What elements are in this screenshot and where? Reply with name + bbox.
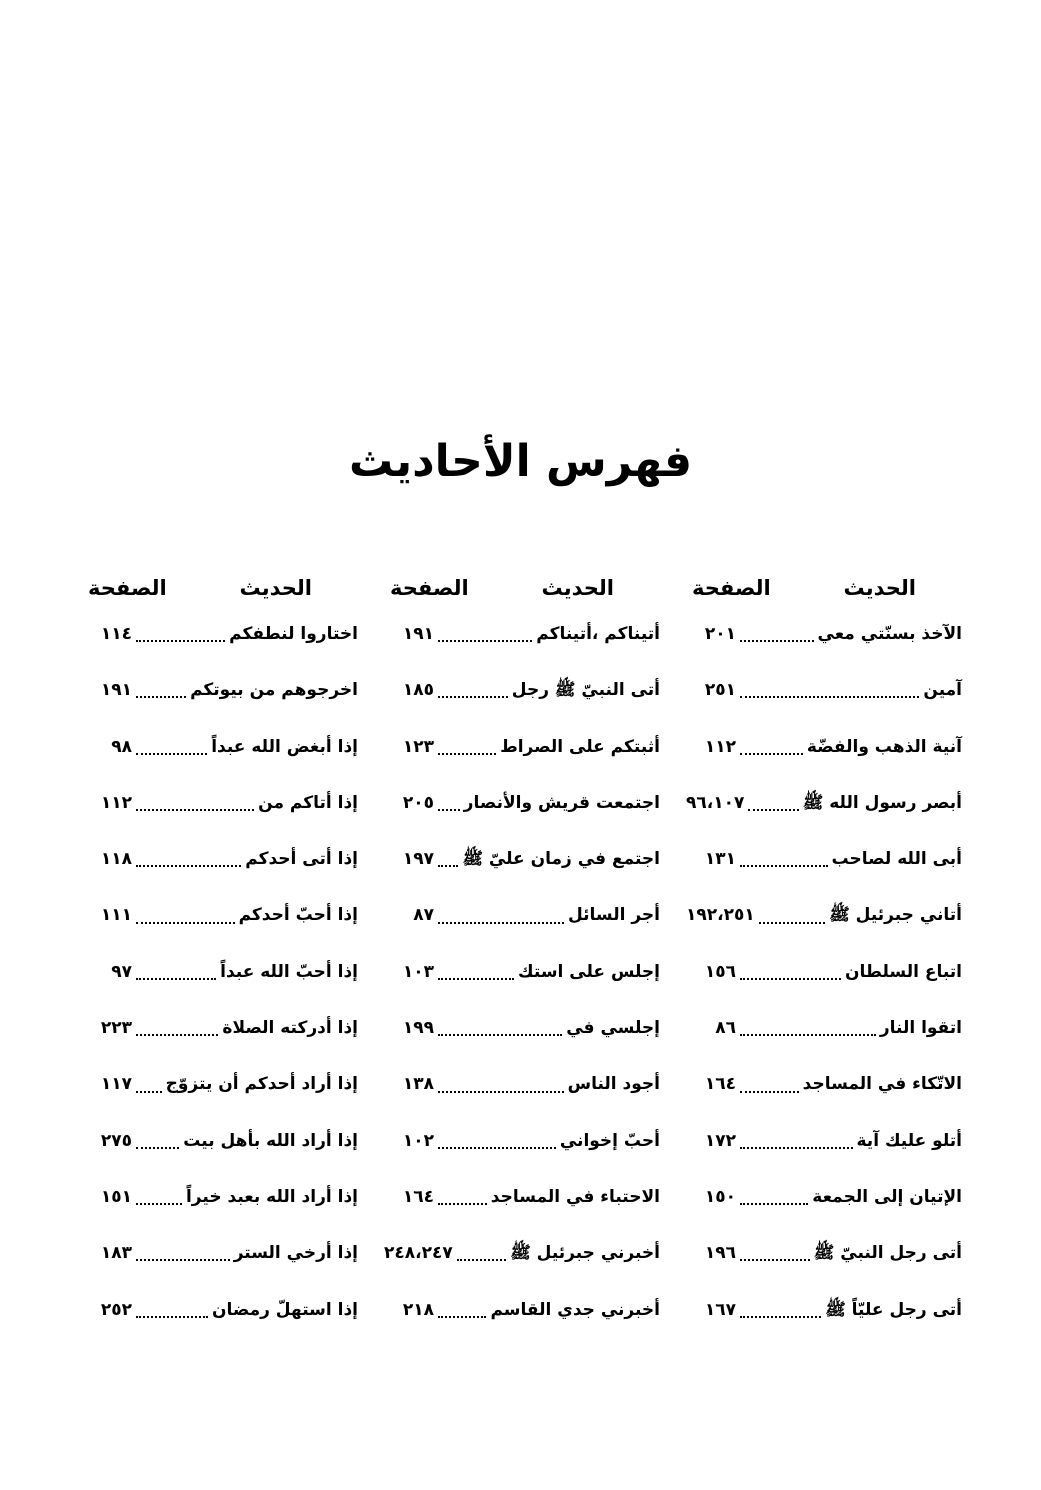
page-number: ٨٦ (715, 1018, 736, 1039)
hadith-text: أخبرني جبرئيل ﷺ (510, 1243, 660, 1264)
dot-leader (136, 1316, 208, 1318)
hadith-text: أجر السائل (567, 905, 660, 926)
index-entry (82, 944, 358, 1000)
page-number: ١٩٢،٢٥١ (686, 905, 755, 926)
page-number: ١٥٦ (704, 961, 736, 982)
dot-leader (438, 640, 532, 642)
dot-leader (740, 1034, 876, 1036)
page-number: ١٩٦ (704, 1243, 736, 1264)
hadith-text: أبى الله لصاحب (831, 849, 962, 870)
hadith-text: إجلس على استك (518, 961, 660, 982)
index-entry (82, 1225, 358, 1281)
page-number: ٢٢٣ (100, 1018, 132, 1039)
page-number: ١٩٩ (402, 1018, 434, 1039)
index-entry (686, 831, 962, 887)
dot-leader (438, 1203, 487, 1205)
page-number: ١١٢ (100, 792, 132, 813)
dot-leader (438, 1091, 564, 1093)
hadith-text: اختاروا لنطفكم (229, 624, 358, 644)
dot-leader (438, 922, 564, 924)
dot-leader (759, 922, 825, 924)
index-entry (686, 887, 962, 943)
page-number: ٩٧ (111, 961, 132, 982)
dot-leader (136, 978, 216, 980)
index-entry (82, 1169, 358, 1225)
dot-leader (740, 1316, 821, 1318)
hadith-index (82, 570, 962, 1338)
dot-leader (438, 1034, 562, 1036)
hadith-text: أجود الناس (567, 1074, 660, 1095)
dot-leader (740, 1259, 810, 1261)
dot-leader (438, 865, 458, 867)
index-entry (686, 1225, 962, 1281)
page-number: ١٥١ (100, 1186, 132, 1207)
index-entry (384, 775, 660, 831)
index-entry (82, 887, 358, 943)
index-entry (82, 662, 358, 718)
hadith-text: أخبرني جدي القاسم (490, 1299, 660, 1320)
index-column-1 (686, 570, 962, 1338)
page-number: ١٣١ (704, 849, 736, 870)
hadith-text: الاحتباء في المساجد (490, 1186, 660, 1207)
page-number: ١٨٥ (402, 680, 434, 701)
hadith-text: أتاني جبرئيل ﷺ (829, 905, 962, 926)
page-number: ٩٦،١٠٧ (686, 792, 745, 813)
index-entry (686, 1282, 962, 1338)
header-hadith: الحديث (541, 576, 614, 600)
index-entry (384, 887, 660, 943)
dot-leader (438, 1147, 556, 1149)
page-number: ١٣٨ (402, 1074, 434, 1095)
hadith-text: اجتمع في زمان عليّ ﷺ (462, 849, 660, 870)
index-column-2 (384, 570, 660, 1338)
index-entry (384, 1169, 660, 1225)
index-entry (82, 1000, 358, 1056)
page-number: ٢٥١ (704, 680, 736, 701)
page-number: ١٧٢ (704, 1130, 736, 1151)
index-entry (82, 719, 358, 775)
index-entry (686, 662, 962, 718)
dot-leader (457, 1259, 506, 1261)
index-entry (384, 831, 660, 887)
dot-leader (438, 1316, 486, 1318)
page-number: ١١٧ (100, 1074, 132, 1095)
page-number: ٨٧ (413, 905, 434, 926)
page-number: ١٢٣ (402, 736, 434, 757)
page-number: ١٩٧ (402, 849, 434, 870)
page-number: ١٠٣ (402, 961, 434, 982)
hadith-text: اجتمعت قريش والأنصار (463, 792, 660, 813)
index-entry (384, 606, 660, 662)
page-number: ٢٠١ (704, 624, 736, 644)
hadith-text: أتى رجل عليّاً ﷺ (825, 1299, 962, 1320)
page-number: ٢٧٥ (100, 1130, 132, 1151)
dot-leader (740, 978, 841, 980)
dot-leader (136, 865, 241, 867)
index-entry (686, 1169, 962, 1225)
dot-leader (136, 1091, 162, 1093)
hadith-text: أثبتكم على الصراط (500, 736, 660, 757)
hadith-text: آمين (923, 680, 962, 701)
hadith-text: إذا أحبّ الله عبداً (220, 961, 358, 982)
index-entry (384, 1282, 660, 1338)
dot-leader (740, 753, 803, 755)
index-entry (686, 1113, 962, 1169)
page-title: فهرس الأحاديث (348, 436, 693, 487)
page-number: ٢٠٥ (402, 792, 434, 813)
page-number: ١٦٧ (704, 1299, 736, 1320)
page-number: ١٦٤ (704, 1074, 736, 1095)
page-number: ٢٥٢ (100, 1299, 132, 1320)
column-header (686, 570, 962, 606)
hadith-text: إذا أتى أحدكم (245, 849, 358, 870)
dot-leader (740, 696, 919, 698)
hadith-text: الاتّكاء في المساجد (802, 1074, 962, 1095)
index-entry (384, 1056, 660, 1112)
hadith-text: إذا أراد أحدكم أن يتزوّج (165, 1074, 358, 1095)
dot-leader (136, 1034, 218, 1036)
hadith-text: أتلو عليك آية (856, 1130, 962, 1151)
hadith-text: أتى رجل النبيّ ﷺ (813, 1243, 962, 1264)
page-number: ٩٨ (111, 736, 132, 757)
hadith-text: إذا أبغض الله عبداً (211, 736, 358, 757)
dot-leader (136, 922, 235, 924)
index-column-3 (82, 570, 358, 1338)
hadith-text: إجلسي في (566, 1018, 660, 1039)
dot-leader (740, 1147, 853, 1149)
page-number: ١٩١ (100, 680, 132, 701)
index-entry (82, 1056, 358, 1112)
column-header (384, 570, 660, 606)
dot-leader (136, 1259, 230, 1261)
page-number: ١١١ (100, 905, 132, 926)
dot-leader (136, 640, 225, 642)
hadith-text: إذا استهلّ رمضان (211, 1299, 358, 1320)
header-hadith: الحديث (843, 576, 916, 600)
page-number: ١١٨ (100, 849, 132, 870)
header-hadith: الحديث (239, 576, 312, 600)
dot-leader (740, 640, 814, 642)
dot-leader (740, 865, 828, 867)
page-number: ١١٤ (100, 624, 132, 644)
page-number: ١٠٢ (402, 1130, 434, 1151)
index-entry (686, 606, 962, 662)
index-entry (384, 1225, 660, 1281)
hadith-text: اخرجوهم من بيوتكم (190, 680, 358, 701)
index-entry (82, 1113, 358, 1169)
dot-leader (740, 1091, 799, 1093)
index-entry (384, 1113, 660, 1169)
header-page: الصفحة (390, 576, 469, 600)
index-entry (686, 1056, 962, 1112)
page-number: ٢٤٨،٢٤٧ (384, 1243, 453, 1264)
hadith-text: أتى النبيّ ﷺ رجل (511, 680, 660, 701)
dot-leader (136, 753, 207, 755)
dot-leader (136, 1203, 182, 1205)
hadith-text: اتباع السلطان (845, 961, 962, 982)
dot-leader (438, 753, 496, 755)
index-entry (384, 944, 660, 1000)
index-entry (384, 719, 660, 775)
hadith-text: إذا أدركته الصلاة (222, 1018, 358, 1039)
column-header (82, 570, 358, 606)
index-entry (82, 1282, 358, 1338)
dot-leader (136, 696, 186, 698)
dot-leader (438, 696, 508, 698)
index-entry (82, 606, 358, 662)
hadith-text: إذا أتاكم من (258, 792, 358, 813)
index-entry (686, 1000, 962, 1056)
hadith-text: إذا أحبّ أحدكم (238, 905, 358, 926)
index-entry (686, 775, 962, 831)
hadith-text: أحبّ إخواني (559, 1130, 660, 1151)
index-entry (384, 662, 660, 718)
dot-leader (136, 809, 254, 811)
hadith-text: الآخذ بسنّتي معي (817, 624, 962, 644)
index-entry (686, 719, 962, 775)
hadith-text: أتيناكم ،أتيناكم (536, 624, 660, 644)
page-number: ٢١٨ (402, 1299, 434, 1320)
hadith-text: إذا أراد الله بأهل بيت (183, 1130, 358, 1151)
dot-leader (740, 1203, 808, 1205)
hadith-text: إذا أرخي الستر (233, 1243, 358, 1264)
page-number: ١١٢ (704, 736, 736, 757)
header-page: الصفحة (88, 576, 167, 600)
header-page: الصفحة (692, 576, 771, 600)
index-entry (82, 831, 358, 887)
hadith-text: الإتيان إلى الجمعة (812, 1186, 962, 1207)
dot-leader (748, 809, 798, 811)
hadith-text: إذا أراد الله بعبد خيراً (185, 1186, 358, 1207)
hadith-text: اتقوا النار (879, 1018, 962, 1039)
dot-leader (136, 1147, 179, 1149)
hadith-text: أبصر رسول الله ﷺ (802, 792, 962, 813)
page-number: ١٦٤ (402, 1186, 434, 1207)
index-entry (82, 775, 358, 831)
page-number: ١٨٣ (100, 1243, 132, 1264)
index-entry (686, 944, 962, 1000)
hadith-text: آنية الذهب والفضّة (806, 736, 962, 757)
dot-leader (438, 809, 460, 811)
page-number: ١٩١ (402, 624, 434, 644)
page-number: ١٥٠ (704, 1186, 736, 1207)
index-entry (384, 1000, 660, 1056)
dot-leader (438, 978, 514, 980)
